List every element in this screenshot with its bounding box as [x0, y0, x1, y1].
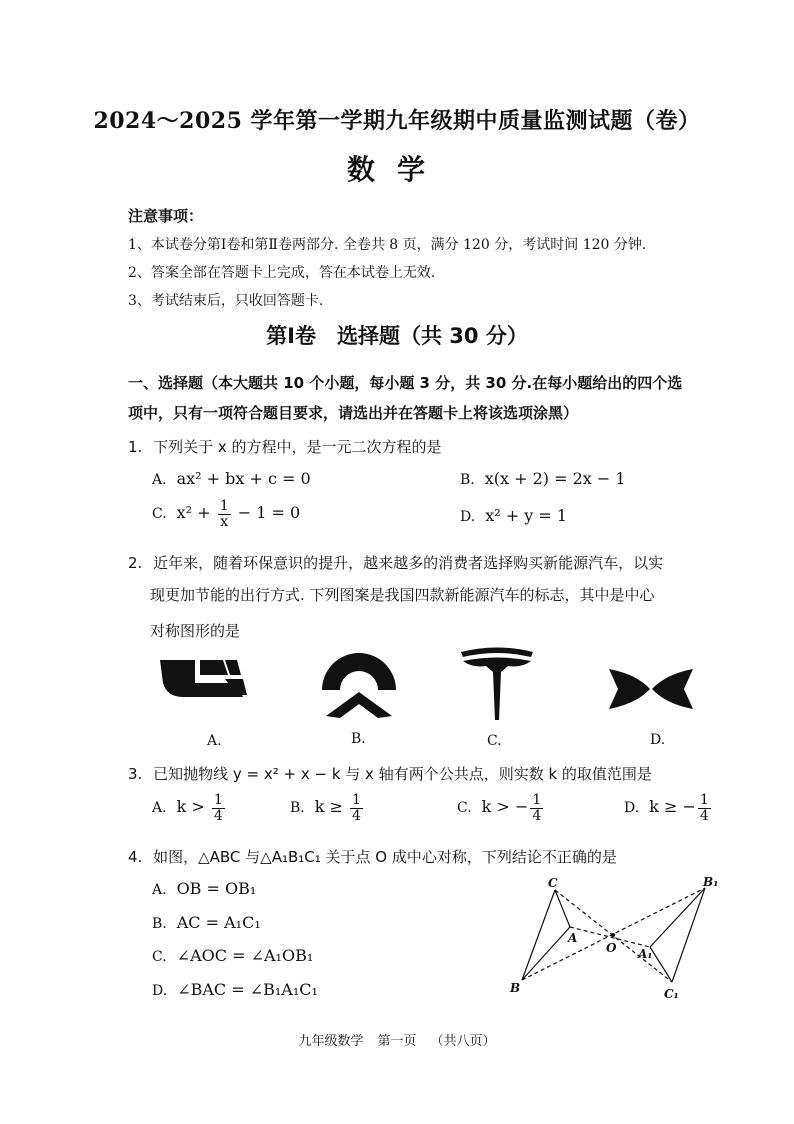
- fraction: $\frac{1}{4}$: [213, 792, 223, 824]
- point-label-b1: B₁: [703, 875, 719, 889]
- q4-option-d[interactable]: D. ∠BAC = ∠B₁A₁C₁: [152, 980, 318, 999]
- question-text: 对称图形的是: [150, 622, 241, 640]
- symmetry-figure: [500, 872, 730, 1012]
- subject-title: 数学: [346, 153, 447, 186]
- footer-total: （共八页）: [430, 1034, 496, 1049]
- note-item: 3、考试结束后，只收回答题卡.: [128, 293, 324, 309]
- point-label-c: C: [548, 876, 558, 890]
- fraction: $\frac{1}{4}$: [532, 792, 542, 824]
- footer-page: 第一页: [377, 1034, 417, 1049]
- question-text: 现更加节能的出行方式. 下列图案是我国四款新能源汽车的标志，其中是中心: [150, 586, 655, 604]
- option-expression: x² + y = 1: [485, 506, 567, 525]
- question-text: 近年来，随着环保意识的提升，越来越多的消费者选择购买新能源汽车，以实: [153, 554, 664, 572]
- q1-option-c[interactable]: C. x² + $\frac{1}{x}$ − 1 = 0: [152, 498, 301, 530]
- footer-subject: 九年级数学: [298, 1034, 364, 1049]
- logo-a-icon[interactable]: [155, 655, 250, 705]
- fraction: $\frac{1}{4}$: [699, 792, 709, 824]
- question-text: 下列关于 x 的方程中，是一元二次方程的是: [153, 438, 442, 456]
- option-expression: ax² + bx + c = 0: [176, 469, 311, 488]
- question-number: 2.: [128, 554, 143, 572]
- question-4: [128, 846, 617, 867]
- section-title: 第Ⅰ卷 选择题（共 30 分）: [266, 324, 528, 348]
- question-1: [128, 436, 442, 457]
- q4-option-a[interactable]: A. OB = OB₁: [152, 879, 257, 898]
- q3-option-c[interactable]: C. k > − $\frac{1}{4}$: [457, 792, 542, 824]
- q4-option-c[interactable]: C. ∠AOC = ∠A₁OB₁: [152, 946, 314, 965]
- q1-option-d[interactable]: D. x² + y = 1: [460, 506, 567, 525]
- q4-option-b[interactable]: B. AC = A₁C₁: [152, 913, 261, 932]
- section-instruction: 一、选择题（本大题共 10 个小题，每小题 3 分，共 30 分.在每小题给出的四个选: [128, 374, 683, 392]
- logo-label: D.: [650, 732, 666, 748]
- logo-label: A.: [207, 733, 222, 749]
- logo-label: C.: [487, 733, 502, 749]
- fraction: $\frac{1}{4}$: [352, 792, 361, 824]
- question-text: 已知抛物线 y = x² + x − k 与 x 轴有两个公共点，则实数 k 的取值范围是: [153, 765, 652, 783]
- point-label-a1: A₁: [638, 947, 653, 961]
- q1-option-a[interactable]: A. ax² + bx + c = 0: [152, 469, 311, 488]
- logo-label: B.: [351, 731, 366, 747]
- fraction: $\frac{1}{x}$: [219, 498, 229, 530]
- section-instruction: 项中，只有一项符合题目要求，请选出并在答题卡上将该选项涂黑）: [128, 404, 579, 422]
- logo-b-icon[interactable]: [318, 650, 400, 722]
- note-item: 2、答案全部在答题卡上完成，答在本试卷上无效.: [128, 265, 436, 281]
- q3-option-a[interactable]: A. k > $\frac{1}{4}$: [152, 792, 223, 824]
- point-label-o: O: [606, 941, 617, 955]
- point-label-c1: C₁: [664, 987, 679, 1001]
- q3-option-d[interactable]: D. k ≥ − $\frac{1}{4}$: [624, 792, 709, 824]
- logo-d-icon[interactable]: [606, 664, 696, 714]
- point-label-a: A: [568, 931, 578, 945]
- option-expression: x(x + 2) = 2x − 1: [484, 469, 626, 488]
- option-expression-pre: x² +: [176, 503, 216, 523]
- question-3: [128, 763, 652, 784]
- notes-heading: 注意事项：: [128, 207, 204, 225]
- note-item: 1、本试卷分第Ⅰ卷和第Ⅱ卷两部分. 全卷共 8 页，满分 120 分，考试时间 120 分钟.: [128, 237, 647, 253]
- option-expression-post: − 1 = 0: [232, 503, 301, 523]
- point-label-b: B: [510, 981, 521, 995]
- question-2: [128, 552, 663, 573]
- logo-c-icon[interactable]: [458, 646, 536, 722]
- question-number: 4.: [128, 848, 143, 866]
- q3-option-b[interactable]: B. k ≥ $\frac{1}{4}$: [290, 792, 361, 824]
- page-footer: [0, 1030, 794, 1049]
- q1-option-b[interactable]: B. x(x + 2) = 2x − 1: [460, 469, 626, 488]
- question-text: 如图，△ABC 与△A₁B₁C₁ 关于点 O 成中心对称，下列结论不正确的是: [153, 848, 617, 866]
- exam-title: 2024～2025 学年第一学期九年级期中质量监测试题（卷）: [93, 108, 701, 134]
- question-number: 1.: [128, 438, 143, 456]
- question-number: 3.: [128, 765, 143, 783]
